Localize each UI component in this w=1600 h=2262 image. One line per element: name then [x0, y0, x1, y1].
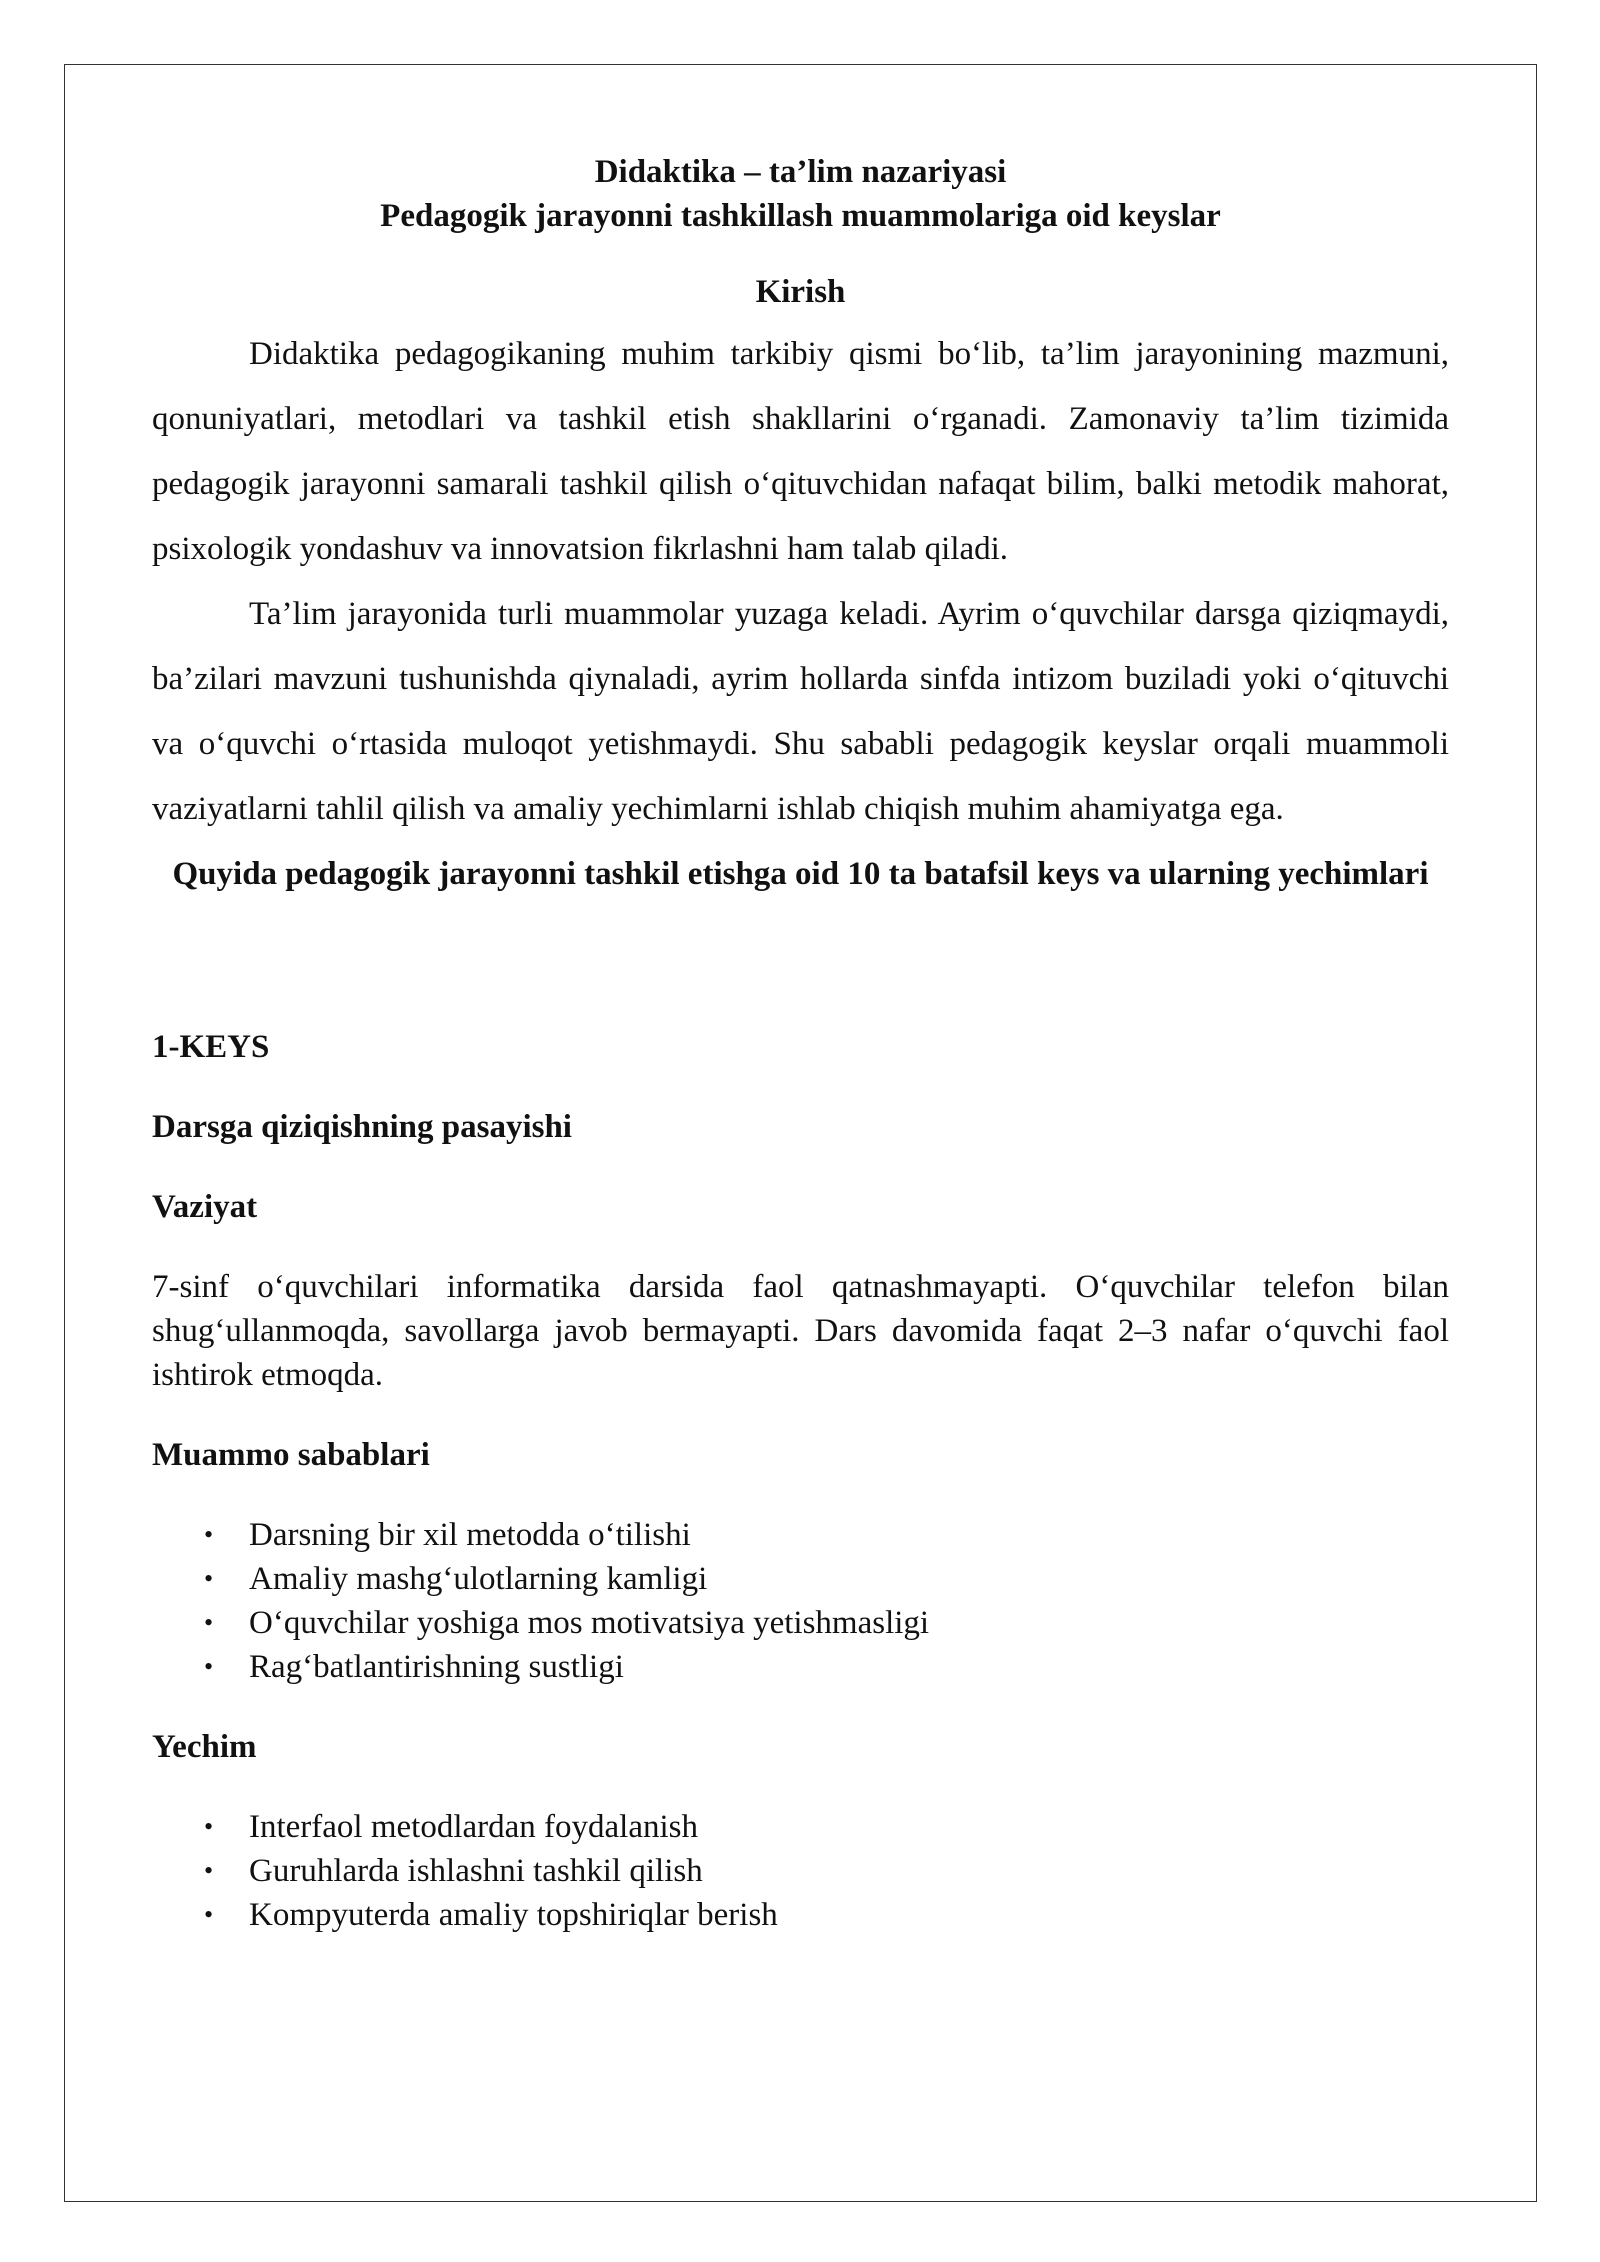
bullet-icon: • [204, 1856, 214, 1885]
list-item [152, 1601, 1449, 1645]
list-item-text: Interfaol metodlardan foydalanish [249, 1809, 698, 1845]
list-item [152, 1645, 1449, 1689]
document-title: Didaktika – ta’lim nazariyasi [594, 154, 1007, 190]
bullet-icon: • [204, 1812, 214, 1841]
situation-heading: Vaziyat [152, 1189, 258, 1225]
list-item [152, 1805, 1449, 1849]
intro-heading: Kirish [755, 274, 846, 310]
list-item-text: O‘quvchilar yoshiga mos motivatsiya yetishmasligi [249, 1605, 930, 1641]
list-item [152, 1557, 1449, 1601]
bullet-icon: • [204, 1564, 214, 1593]
intro-paragraph: Didaktika pedagogikaning muhim tarkibiy qismi bo‘lib, ta’lim jarayonining mazmuni, qonuniyatlari, metodlari va tashkil etish shakllarini o‘rganadi. Zamonaviy ta’lim tizimida pedagogik jarayonni samarali tashkil qilish o‘qituvchidan nafaqat bilim, balki metodik mahorat, psixologik yondashuv va innovatsion fikrlashni ham talab qiladi. [152, 336, 1449, 567]
bullet-icon: • [204, 1652, 214, 1681]
list-item [152, 1849, 1449, 1893]
causes-list [152, 1513, 1449, 1689]
list-item-text: Amaliy mashg‘ulotlarning kamligi [249, 1561, 708, 1597]
list-item-text: Kompyuterda amaliy topshiriqlar berish [249, 1897, 778, 1933]
solution-heading: Yechim [152, 1729, 257, 1765]
bullet-icon: • [204, 1900, 214, 1929]
case-label: 1-KEYS [152, 1029, 270, 1065]
list-item-text: Rag‘batlantirishning sustligi [249, 1649, 624, 1685]
situation-text: 7-sinf o‘quvchilari informatika darsida faol qatnashmayapti. O‘quvchilar telefon bilan shug‘ullanmoqda, savollarga javob bermayapti. Dars davomida faqat 2–3 nafar o‘quvchi faol ishtirok etmoqda. [152, 1269, 1449, 1393]
bullet-icon: • [204, 1608, 214, 1637]
cases-section-heading: Quyida pedagogik jarayonni tashkil etishga oid 10 ta batafsil keys va ularning yechimlari [172, 856, 1429, 892]
intro-paragraph: Ta’lim jarayonida turli muammolar yuzaga keladi. Ayrim o‘quvchilar darsga qiziqmaydi, ba’zilari mavzuni tushunishda qiynaladi, ayrim hollarda sinfda intizom buziladi yoki o‘qituvchi va o‘quvchi o‘rtasida muloqot yetishmaydi. Shu sababli pedagogik keyslar orqali muammoli vaziyatlarni tahlil qilish va amaliy yechimlarni ishlab chiqish muhim ahamiyatga ega. [152, 596, 1449, 827]
list-item [152, 1893, 1449, 1937]
document-subtitle: Pedagogik jarayonni tashkillash muammolariga oid keyslar [380, 198, 1221, 234]
list-item-text: Guruhlarda ishlashni tashkil qilish [249, 1853, 703, 1889]
causes-heading: Muammo sabablari [152, 1437, 430, 1473]
list-item-text: Darsning bir xil metodda o‘tilishi [249, 1517, 691, 1553]
list-item [152, 1513, 1449, 1557]
solutions-list [152, 1805, 1449, 1937]
case-title: Darsga qiziqishning pasayishi [152, 1109, 572, 1145]
bullet-icon: • [204, 1520, 214, 1549]
document-body [152, 150, 1449, 1937]
